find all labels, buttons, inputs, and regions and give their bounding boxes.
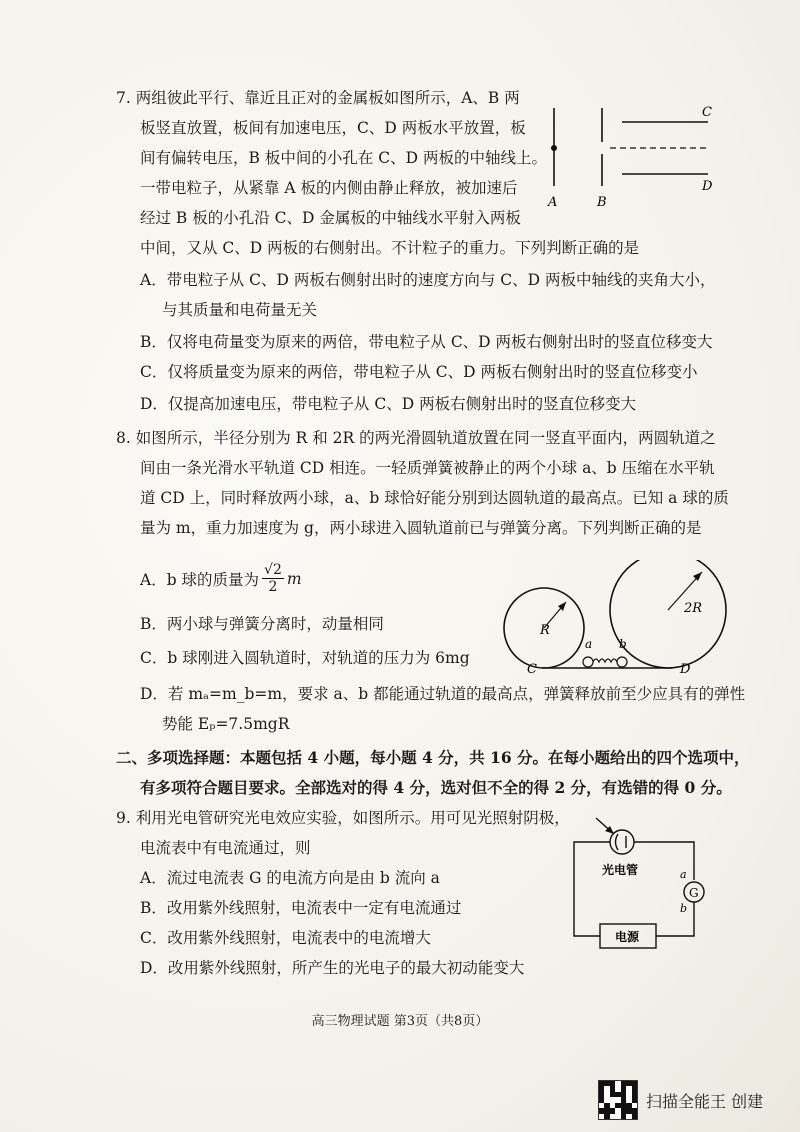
label-r: R	[540, 623, 550, 638]
label-2r: 2R	[684, 601, 703, 616]
label-b: b	[680, 902, 688, 915]
scanner-watermark	[598, 1080, 763, 1120]
q7-capacitor-figure	[536, 98, 726, 218]
fraction	[262, 562, 284, 595]
wire-left	[574, 842, 610, 936]
q8-option-d: D．若 mₐ=m_b=m，要求 a、b 都能通过轨道的最高点，弹簧释放前至少应具有的弹性	[140, 685, 746, 703]
label-ball-a: a	[585, 637, 593, 651]
q8-option-b: B．两小球与弹簧分离时，动量相同	[140, 615, 384, 633]
label-d: D	[680, 662, 691, 677]
label-d: D	[702, 179, 713, 194]
q7-line-4: 一带电粒子，从紧靠 A 板的内侧由静止释放，被加速后	[140, 179, 518, 197]
q9-option-d: D．改用紫外线照射，所产生的光电子的最大初动能变大	[140, 959, 525, 977]
q7-option-a-cont: 与其质量和电荷量无关	[162, 301, 318, 319]
label-c: C	[527, 662, 537, 677]
fraction-numerator: √2	[264, 562, 282, 578]
cathode	[616, 834, 619, 850]
q7-line-1: 7. 两组彼此平行、靠近且正对的金属板如图所示，A、B 两	[116, 89, 520, 107]
page-footer: 高三物理试题 第3页（共8页）	[311, 1014, 489, 1029]
large-circle-track	[610, 560, 726, 668]
label-ball-b: b	[619, 637, 627, 651]
q7-line-3: 间有偏转电压，B 板中间的小孔在 C、D 两板的中轴线上。	[140, 149, 547, 167]
fraction-denominator: 2	[268, 579, 278, 595]
ball-a	[583, 657, 593, 667]
spring	[593, 659, 617, 662]
label-source: 电源	[615, 930, 640, 944]
qr-code-icon	[598, 1080, 638, 1120]
q7-line-5: 经过 B 板的小孔沿 C、D 金属板的中轴线水平射入两板	[140, 209, 521, 227]
q9-option-a: A．流过电流表 G 的电流方向是由 b 流向 a	[140, 869, 440, 887]
q8-line-4: 量为 m，重力加速度为 g，两小球进入圆轨道前已与弹簧分离。下列判断正确的是	[140, 519, 702, 537]
q7-option-a: A．带电粒子从 C、D 两板右侧射出时的速度方向与 C、D 两板中轴线的夹角大小，	[140, 271, 716, 289]
q8-line-2: 间由一条光滑水平轨道 CD 相连。一轻质弹簧被静止的两个小球 a、b 压缩在水平轨	[140, 459, 715, 477]
label-phototube: 光电管	[602, 863, 639, 877]
wire-right-bottom	[656, 902, 694, 936]
q9-option-b: B．改用紫外线照射，电流表中一定有电流通过	[140, 899, 462, 917]
arrow-2r	[693, 572, 702, 581]
section-2-line-1: 二、多项选择题：本题包括 4 小题，每小题 4 分，共 16 分。在每小题给出的四个选项中，	[116, 748, 750, 767]
q7-line-6: 中间，又从 C、D 两板的右侧射出。不计粒子的重力。下列判断正确的是	[140, 239, 640, 257]
q9-line-2: 电流表中有电流通过，则	[140, 839, 311, 857]
particle	[551, 145, 557, 151]
q9-option-c: C．改用紫外线照射，电流表中的电流增大	[140, 929, 431, 947]
q8-track-figure	[494, 560, 744, 680]
q8-option-a-prefix: A．b 球的质量为	[140, 570, 260, 589]
scanner-brand: 扫描全能王 创建	[646, 1091, 764, 1111]
label-a: a	[680, 868, 687, 881]
label-c: C	[702, 105, 712, 120]
label-a: A	[548, 195, 558, 210]
label-b: B	[597, 195, 607, 210]
q8-line-3: 道 CD 上，同时释放两小球，a、b 球恰好能分别到达圆轨道的最高点。已知 a 球的质	[140, 489, 729, 507]
section-2-line-2: 有多项符合题目要求。全部选对的得 4 分，选对但不全的得 2 分，有选错的得 0 分。	[140, 778, 732, 797]
ball-b	[617, 657, 627, 667]
q8-option-c: C．b 球刚进入圆轨道时，对轨道的压力为 6mg	[140, 649, 470, 667]
q8-option-a	[140, 562, 302, 595]
q9-circuit-figure	[556, 812, 726, 952]
q8-option-d-cont: 势能 Eₚ=7.5mgR	[162, 715, 290, 733]
q7-line-2: 板竖直放置，板间有加速电压，C、D 两板水平放置，板	[140, 119, 526, 137]
q7-option-d: D．仅提高加速电压，带电粒子从 C、D 两板右侧射出时的竖直位移变大	[140, 395, 637, 413]
q8-line-1: 8. 如图所示，半径分别为 R 和 2R 的两光滑圆轨道放置在同一竖直平面内，两圆轨道之	[116, 429, 716, 447]
label-g: G	[689, 886, 699, 900]
q9-line-1: 9. 利用光电管研究光电效应实验，如图所示。用可见光照射阴极，	[116, 809, 570, 827]
phototube	[610, 830, 634, 854]
q7-option-c: C．仅将质量变为原来的两倍，带电粒子从 C、D 两板右侧射出时的竖直位移变小	[140, 363, 698, 381]
q7-option-b: B．仅将电荷量变为原来的两倍，带电粒子从 C、D 两板右侧射出时的竖直位移变大	[140, 333, 713, 351]
q8-option-a-suffix: m	[286, 569, 302, 588]
